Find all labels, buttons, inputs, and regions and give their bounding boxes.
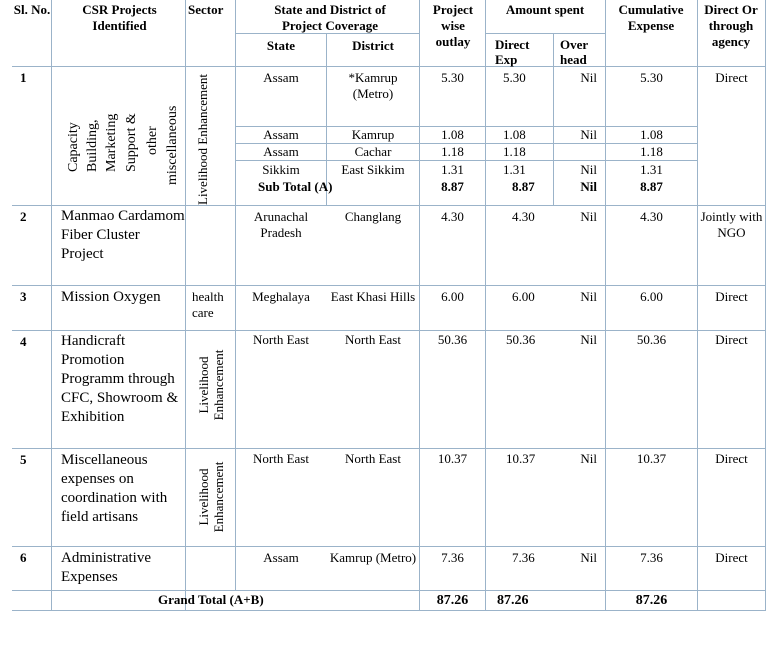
row1-project-line: miscellaneous xyxy=(165,105,180,185)
header-sl-no: Sl. No. xyxy=(13,2,51,17)
row3-agency: Direct xyxy=(715,289,748,304)
row1b-outlay: 1.08 xyxy=(441,127,464,142)
row1-outlay: 5.30 xyxy=(441,70,464,85)
row4-sector: Livelihood Enhancement xyxy=(196,349,226,421)
row3-overhead: Nil xyxy=(580,289,597,304)
subtotal-direct: 8.87 xyxy=(512,179,535,194)
row3-state: Meghalaya xyxy=(252,289,310,304)
row3-project: Mission Oxygen xyxy=(61,289,161,305)
row1-sector: Livelihood Enhancement xyxy=(195,73,210,205)
row1-project-line: other xyxy=(145,126,160,155)
row5-overhead: Nil xyxy=(580,451,597,466)
row2-direct: 4.30 xyxy=(512,209,535,224)
row6-sl: 6 xyxy=(20,550,27,565)
header-amount-spent: Amount spent xyxy=(505,2,585,17)
row6-outlay: 7.36 xyxy=(441,550,464,565)
header-overhead: Over head xyxy=(560,37,588,67)
header-direct-or-agency: Direct Or through agency xyxy=(704,2,758,49)
row1d-cumulative: 1.31 xyxy=(640,162,663,177)
row3-direct: 6.00 xyxy=(512,289,535,304)
row1-sl: 1 xyxy=(20,70,27,85)
row3-sl: 3 xyxy=(20,289,27,304)
row1b-cumulative: 1.08 xyxy=(640,127,663,142)
row1-overhead: Nil xyxy=(580,70,597,85)
header-state: State xyxy=(266,38,296,53)
row5-project: Miscellaneous expenses on coordination with field artisans xyxy=(61,452,168,525)
row2-agency: Jointly with NGO xyxy=(700,209,763,240)
row6-cumulative: 7.36 xyxy=(640,550,663,565)
subtotal-overhead: Nil xyxy=(580,179,597,194)
row2-cumulative: 4.30 xyxy=(640,209,663,224)
row6-agency: Direct xyxy=(715,550,748,565)
row5-outlay: 10.37 xyxy=(437,451,468,466)
row2-state: Arunachal Pradesh xyxy=(253,209,309,240)
row1c-cumulative: 1.18 xyxy=(640,144,663,159)
row1c-outlay: 1.18 xyxy=(441,144,464,159)
row4-outlay: 50.36 xyxy=(437,332,468,347)
row4-overhead: Nil xyxy=(580,332,597,347)
row6-overhead: Nil xyxy=(580,550,597,565)
row5-agency: Direct xyxy=(715,451,748,466)
row5-sl: 5 xyxy=(20,452,27,467)
row5-state: North East xyxy=(253,451,309,466)
header-cumulative: Cumulative Expense xyxy=(618,2,684,33)
header-csr-projects: CSR Projects Identified xyxy=(82,2,157,33)
subtotal-label: Sub Total (A) xyxy=(258,179,333,194)
row1c-state: Assam xyxy=(263,144,299,159)
row1-project-line: Building, xyxy=(85,119,100,172)
row1d-state: Sikkim xyxy=(262,162,300,177)
row1-project-line: Capacity xyxy=(66,122,81,172)
subtotal-outlay: 8.87 xyxy=(441,179,464,194)
row5-district: North East xyxy=(345,451,401,466)
row6-district: Kamrup (Metro) xyxy=(329,550,417,565)
row1-cumulative: 5.30 xyxy=(640,70,663,85)
grand-total-direct: 87.26 xyxy=(497,593,529,608)
row5-direct: 10.37 xyxy=(506,451,536,466)
row2-sl: 2 xyxy=(20,209,27,224)
row2-district: Changlang xyxy=(344,209,402,224)
row4-cumulative: 50.36 xyxy=(636,332,667,347)
grand-total-cumulative: 87.26 xyxy=(635,593,668,608)
row6-state: Assam xyxy=(263,550,299,565)
row1-agency: Direct xyxy=(715,70,748,85)
row2-project: Manmao Cardamom Fiber Cluster Project xyxy=(61,208,185,262)
row6-project: Administrative Expenses xyxy=(61,550,151,585)
header-district: District xyxy=(352,38,394,53)
header-project-outlay: Project wise outlay xyxy=(432,2,474,49)
row1-state: Assam xyxy=(263,70,299,85)
row5-cumulative: 10.37 xyxy=(636,451,667,466)
row1-project-line: Support & xyxy=(124,113,139,172)
row1d-overhead: Nil xyxy=(580,162,597,177)
header-state-district: State and District of Project Coverage xyxy=(274,2,386,33)
row1b-district: Kamrup xyxy=(351,127,395,142)
row1d-direct: 1.31 xyxy=(503,162,526,177)
row1c-direct: 1.18 xyxy=(503,144,526,159)
row1-direct: 5.30 xyxy=(503,70,526,85)
grand-total-outlay: 87.26 xyxy=(436,593,469,608)
row3-district: East Khasi Hills xyxy=(330,289,416,304)
header-sector: Sector xyxy=(188,2,224,17)
row3-outlay: 6.00 xyxy=(441,289,464,304)
row3-sector: health care xyxy=(192,289,224,320)
row4-agency: Direct xyxy=(715,332,748,347)
row6-direct: 7.36 xyxy=(512,550,535,565)
row4-direct: 50.36 xyxy=(506,332,536,347)
subtotal-cumulative: 8.87 xyxy=(640,179,663,194)
row4-project: Handicraft Promotion Programm through CFC, Showroom & Exhibition xyxy=(61,333,179,425)
row1b-state: Assam xyxy=(263,127,299,142)
row4-sl: 4 xyxy=(20,334,27,349)
row1-district: *Kamrup (Metro) xyxy=(348,70,398,101)
row4-district: North East xyxy=(345,332,401,347)
row1c-district: Cachar xyxy=(354,144,392,159)
row1d-outlay: 1.31 xyxy=(441,162,464,177)
row1-project-line: Marketing xyxy=(104,113,119,172)
row1d-district: East Sikkim xyxy=(341,162,405,177)
row1b-direct: 1.08 xyxy=(503,127,526,142)
row3-cumulative: 6.00 xyxy=(640,289,663,304)
grand-total-label: Grand Total (A+B) xyxy=(158,592,264,607)
row1b-overhead: Nil xyxy=(580,127,597,142)
row2-outlay: 4.30 xyxy=(441,209,464,224)
row5-sector: Livelihood Enhancement xyxy=(196,461,226,533)
header-direct-exp: Direct Exp xyxy=(495,37,530,67)
row2-overhead: Nil xyxy=(580,209,597,224)
row4-state: North East xyxy=(253,332,309,347)
